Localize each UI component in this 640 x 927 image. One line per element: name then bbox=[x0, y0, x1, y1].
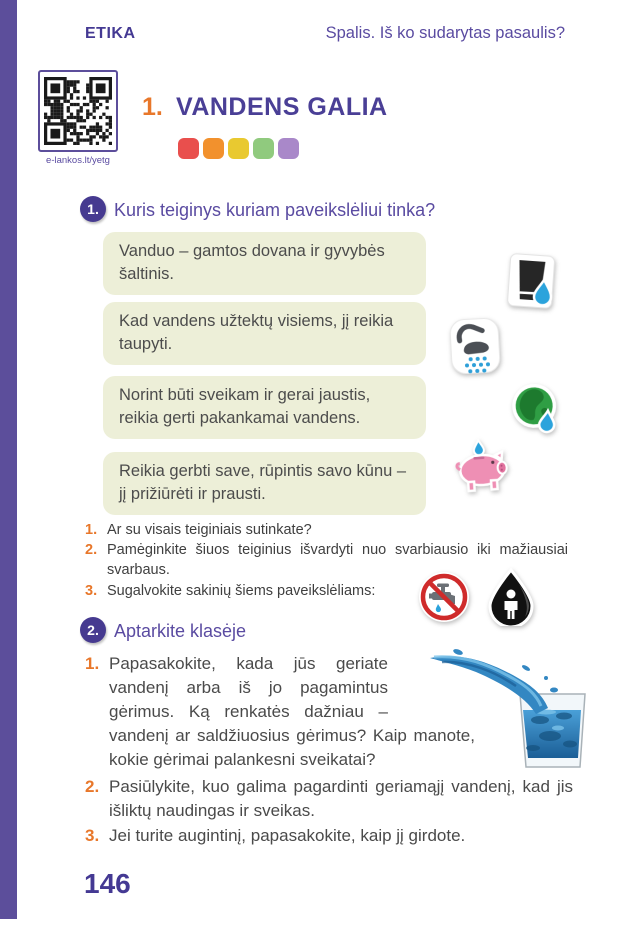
task-number: 1. bbox=[85, 522, 98, 538]
section2-heading: Aptarkite klasėje bbox=[114, 621, 247, 641]
piggy-bank-with-drop-icon bbox=[450, 436, 516, 496]
page-edge-strip bbox=[0, 0, 17, 919]
task-text: Papasakokite, kada jūs geriate vandenį arba iš jo pagamintus gėrimus. Ką renkatės dažniau – vandenį ar saldžiuosius gėrimus? Kaip manote, kokie gėrimai palankesni sveikatai? bbox=[109, 654, 475, 769]
section1-task-1 bbox=[85, 520, 568, 540]
section1-task-3 bbox=[85, 581, 425, 601]
statement-box-1 bbox=[103, 232, 426, 295]
difficulty-square-green bbox=[253, 138, 274, 159]
difficulty-square-purple bbox=[278, 138, 299, 159]
shower-icon bbox=[449, 317, 502, 376]
section1-heading: Kuris teiginys kuriam paveikslėliui tinka? bbox=[114, 200, 436, 220]
subject-label: ETIKA bbox=[85, 25, 136, 42]
statement-3-text: Norint būti sveikam ir gerai jaustis, reikia gerti pakankamai vandens. bbox=[119, 386, 371, 428]
task-number: 1. bbox=[85, 654, 100, 673]
task-text: Ar su visais teiginiais sutinkate? bbox=[107, 522, 312, 538]
section2-task-2 bbox=[85, 775, 573, 823]
task-text: Jei turite augintinį, papasakokite, kaip jį girdote. bbox=[109, 826, 466, 845]
earth-with-drop-icon bbox=[509, 381, 564, 438]
task-number: 2. bbox=[85, 777, 100, 796]
task-number: 3. bbox=[85, 583, 98, 599]
task-text: Pamėginkite šiuos teiginius išvardyti nuo svarbiausio iki mažiausiai svarbaus. bbox=[107, 542, 568, 578]
lesson-number: 1. bbox=[142, 93, 163, 121]
water-glass-icon bbox=[505, 251, 559, 312]
person-in-water-drop-icon bbox=[486, 568, 536, 626]
no-tap-water-icon bbox=[418, 571, 470, 623]
difficulty-square-orange bbox=[203, 138, 224, 159]
task-number: 3. bbox=[85, 826, 100, 845]
difficulty-squares bbox=[178, 138, 299, 159]
statement-box-2 bbox=[103, 302, 426, 365]
qr-block bbox=[38, 70, 118, 166]
statement-4-text: Reikia gerbti save, rūpintis savo kūnu – jį prižiūrėti ir prausti. bbox=[119, 462, 407, 504]
lesson-title: VANDENS GALIA bbox=[176, 93, 388, 121]
statement-1-text: Vanduo – gamtos dovana ir gyvybės šaltinis. bbox=[119, 242, 385, 284]
task-number: 2. bbox=[85, 542, 98, 558]
statement-2-text: Kad vandens užtektų visiems, jį reikia taupyti. bbox=[119, 312, 394, 354]
statement-box-3 bbox=[103, 376, 426, 439]
water-pouring-into-glass-image bbox=[428, 648, 593, 770]
difficulty-square-red bbox=[178, 138, 199, 159]
task-text: Sugalvokite sakinių šiems paveikslėliams: bbox=[107, 583, 376, 599]
section2-number-badge: 2. bbox=[80, 617, 106, 643]
task-text: Pasiūlykite, kuo galima pagardinti geriamąjį vandenį, kad jis išliktų naudingas ir sveikas. bbox=[109, 777, 573, 820]
difficulty-square-yellow bbox=[228, 138, 249, 159]
qr-caption: e-lankos.lt/yetg bbox=[46, 155, 110, 166]
page-number: 146 bbox=[84, 868, 131, 899]
section2-task-3 bbox=[85, 824, 573, 848]
qr-code bbox=[38, 70, 118, 152]
statement-box-4 bbox=[103, 452, 426, 515]
section1-number-badge: 1. bbox=[80, 196, 106, 222]
chapter-title: Spalis. Iš ko sudarytas pasaulis? bbox=[325, 24, 565, 42]
